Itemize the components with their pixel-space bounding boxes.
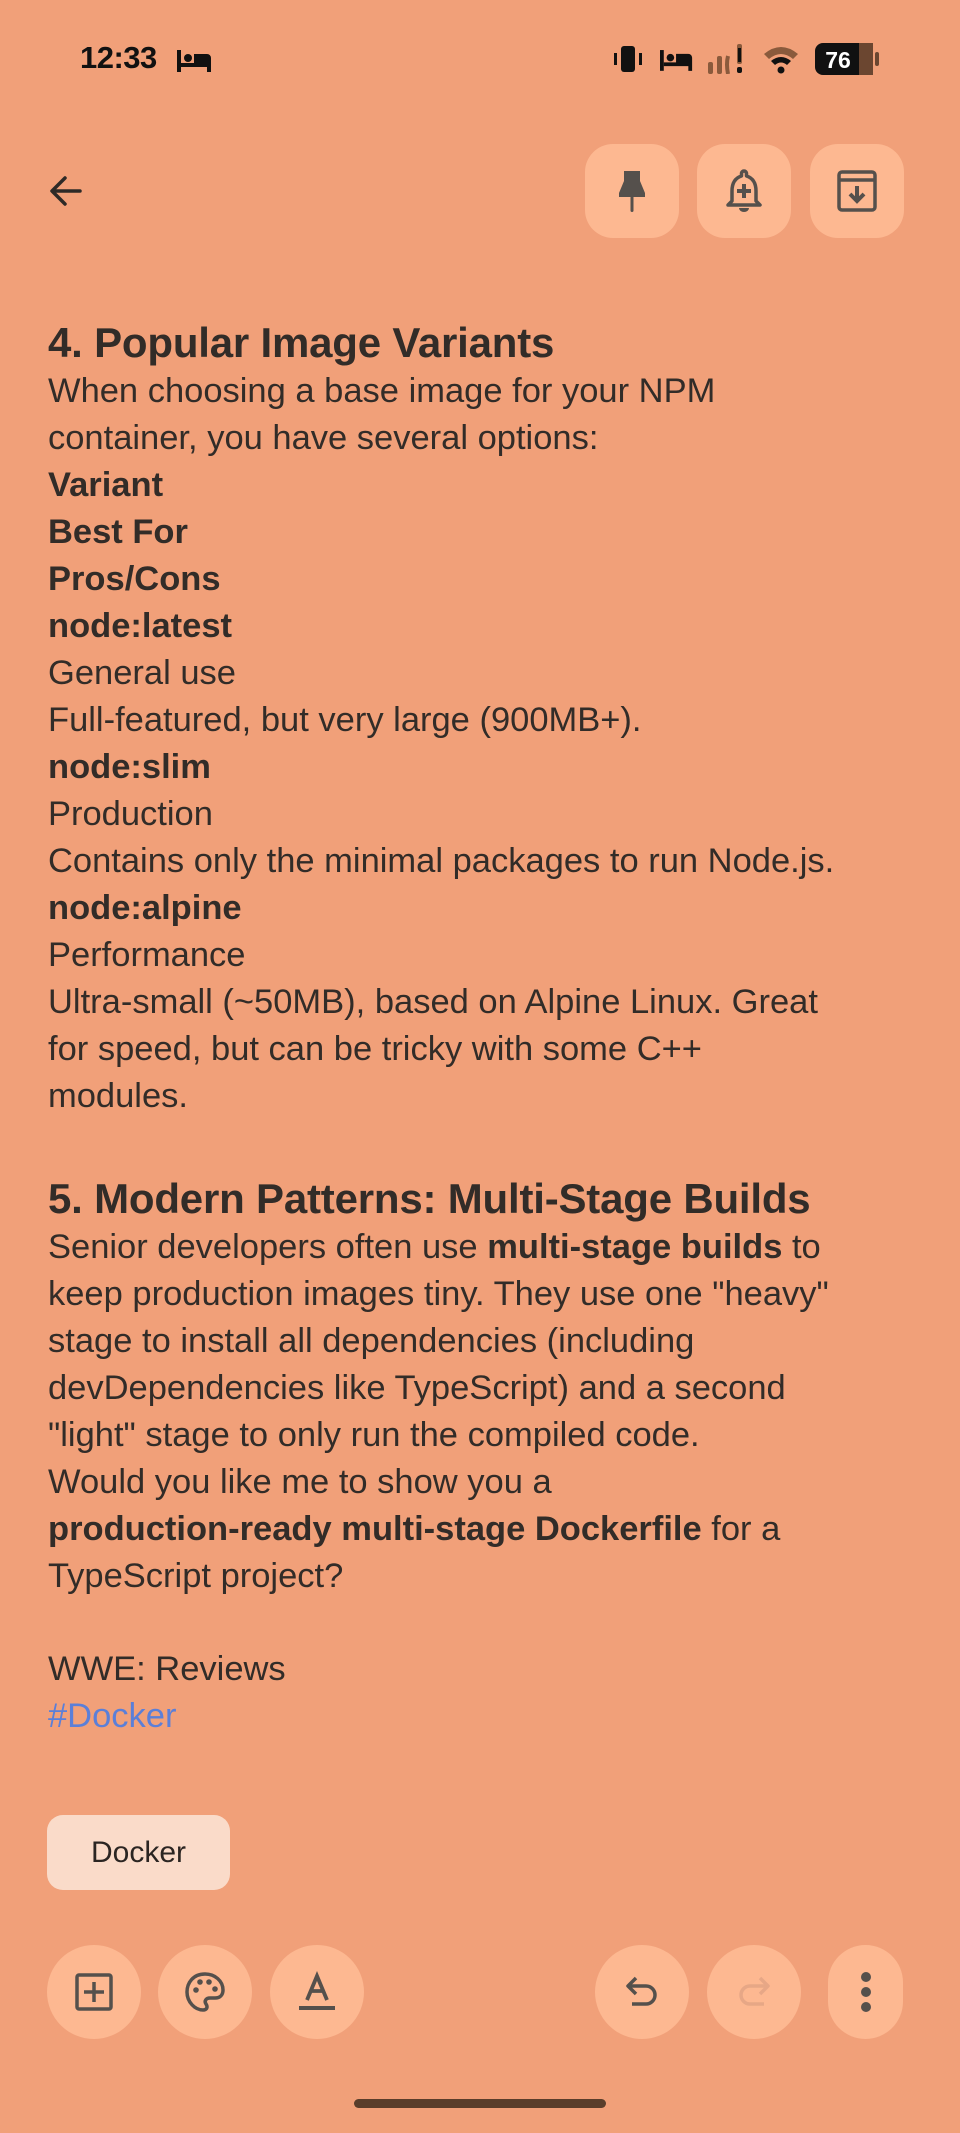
text-run: to bbox=[782, 1228, 821, 1266]
variant-name: node:slim bbox=[48, 748, 211, 786]
svg-text:76: 76 bbox=[825, 47, 851, 73]
paragraph-line: container, you have several options: bbox=[48, 419, 599, 457]
bottom-toolbar bbox=[0, 1945, 960, 2041]
more-options-button[interactable] bbox=[828, 1945, 903, 2039]
home-indicator[interactable] bbox=[354, 2099, 606, 2108]
bed-icon bbox=[660, 48, 694, 76]
section-heading: 5. Modern Patterns: Multi-Stage Builds bbox=[48, 1175, 811, 1222]
table-header-best-for: Best For bbox=[48, 513, 188, 551]
variant-best-for: Performance bbox=[48, 936, 246, 974]
variant-pros-cons: Contains only the minimal packages to run Node.js. bbox=[48, 842, 835, 880]
footer-line: WWE: Reviews bbox=[48, 1650, 286, 1688]
paragraph-line bbox=[48, 1224, 928, 1271]
variant-best-for: Production bbox=[48, 795, 213, 833]
paragraph-line: "light" stage to only run the compiled code. bbox=[48, 1416, 700, 1454]
paragraph-line: Would you like me to show you a bbox=[48, 1463, 552, 1501]
undo-icon bbox=[622, 1972, 662, 2012]
bed-icon bbox=[177, 48, 213, 77]
note-body[interactable] bbox=[48, 318, 928, 1740]
redo-button[interactable] bbox=[707, 1945, 801, 2039]
variant-best-for: General use bbox=[48, 654, 236, 692]
signal-icon bbox=[708, 44, 748, 79]
wifi-icon bbox=[762, 44, 800, 79]
bell-plus-icon bbox=[722, 167, 766, 215]
label-chip-docker[interactable]: Docker bbox=[47, 1815, 230, 1890]
battery-icon bbox=[815, 43, 879, 80]
table-header-variant: Variant bbox=[48, 466, 164, 504]
section-heading: 4. Popular Image Variants bbox=[48, 319, 555, 366]
text-format-icon bbox=[297, 1970, 337, 2014]
variant-name: node:alpine bbox=[48, 889, 242, 927]
variant-name: node:latest bbox=[48, 607, 233, 645]
vibrate-icon bbox=[614, 46, 642, 77]
variant-pros-cons: Full-featured, but very large (900MB+). bbox=[48, 701, 642, 739]
paragraph-line bbox=[48, 1506, 928, 1553]
color-palette-button[interactable] bbox=[158, 1945, 252, 2039]
more-vert-icon bbox=[860, 1970, 872, 2014]
back-button[interactable] bbox=[36, 162, 94, 220]
bold-text-run: production-ready multi-stage Dockerfile bbox=[48, 1510, 702, 1548]
text-run: Senior developers often use bbox=[48, 1228, 488, 1266]
hashtag-link[interactable]: #Docker bbox=[48, 1697, 177, 1735]
status-bar bbox=[0, 0, 960, 100]
top-bar bbox=[0, 140, 960, 240]
redo-icon bbox=[734, 1972, 774, 2012]
spacer bbox=[48, 1120, 928, 1170]
paragraph-line: keep production images tiny. They use one "heavy" bbox=[48, 1275, 829, 1313]
arrow-left-icon bbox=[45, 171, 85, 211]
status-time: 12:33 bbox=[80, 40, 157, 75]
paragraph-line: stage to install all dependencies (including bbox=[48, 1322, 695, 1360]
variant-pros-cons: for speed, but can be tricky with some C++ bbox=[48, 1030, 702, 1068]
pin-icon bbox=[612, 167, 652, 215]
palette-icon bbox=[183, 1970, 227, 2014]
variant-pros-cons: modules. bbox=[48, 1077, 188, 1115]
text-run: for a bbox=[701, 1510, 781, 1548]
archive-icon bbox=[835, 168, 879, 214]
table-header-pros-cons: Pros/Cons bbox=[48, 560, 221, 598]
text-format-button[interactable] bbox=[270, 1945, 364, 2039]
pin-button[interactable] bbox=[585, 144, 679, 238]
reminder-button[interactable] bbox=[697, 144, 791, 238]
spacer bbox=[48, 1600, 928, 1646]
paragraph-line: When choosing a base image for your NPM bbox=[48, 372, 716, 410]
undo-button[interactable] bbox=[595, 1945, 689, 2039]
paragraph-line: TypeScript project? bbox=[48, 1557, 344, 1595]
paragraph-line: devDependencies like TypeScript) and a second bbox=[48, 1369, 786, 1407]
variant-pros-cons: Ultra-small (~50MB), based on Alpine Linux. Great bbox=[48, 983, 818, 1021]
add-button[interactable] bbox=[47, 1945, 141, 2039]
add-box-icon bbox=[74, 1972, 114, 2012]
bold-text-run: multi-stage builds bbox=[487, 1228, 783, 1266]
archive-button[interactable] bbox=[810, 144, 904, 238]
